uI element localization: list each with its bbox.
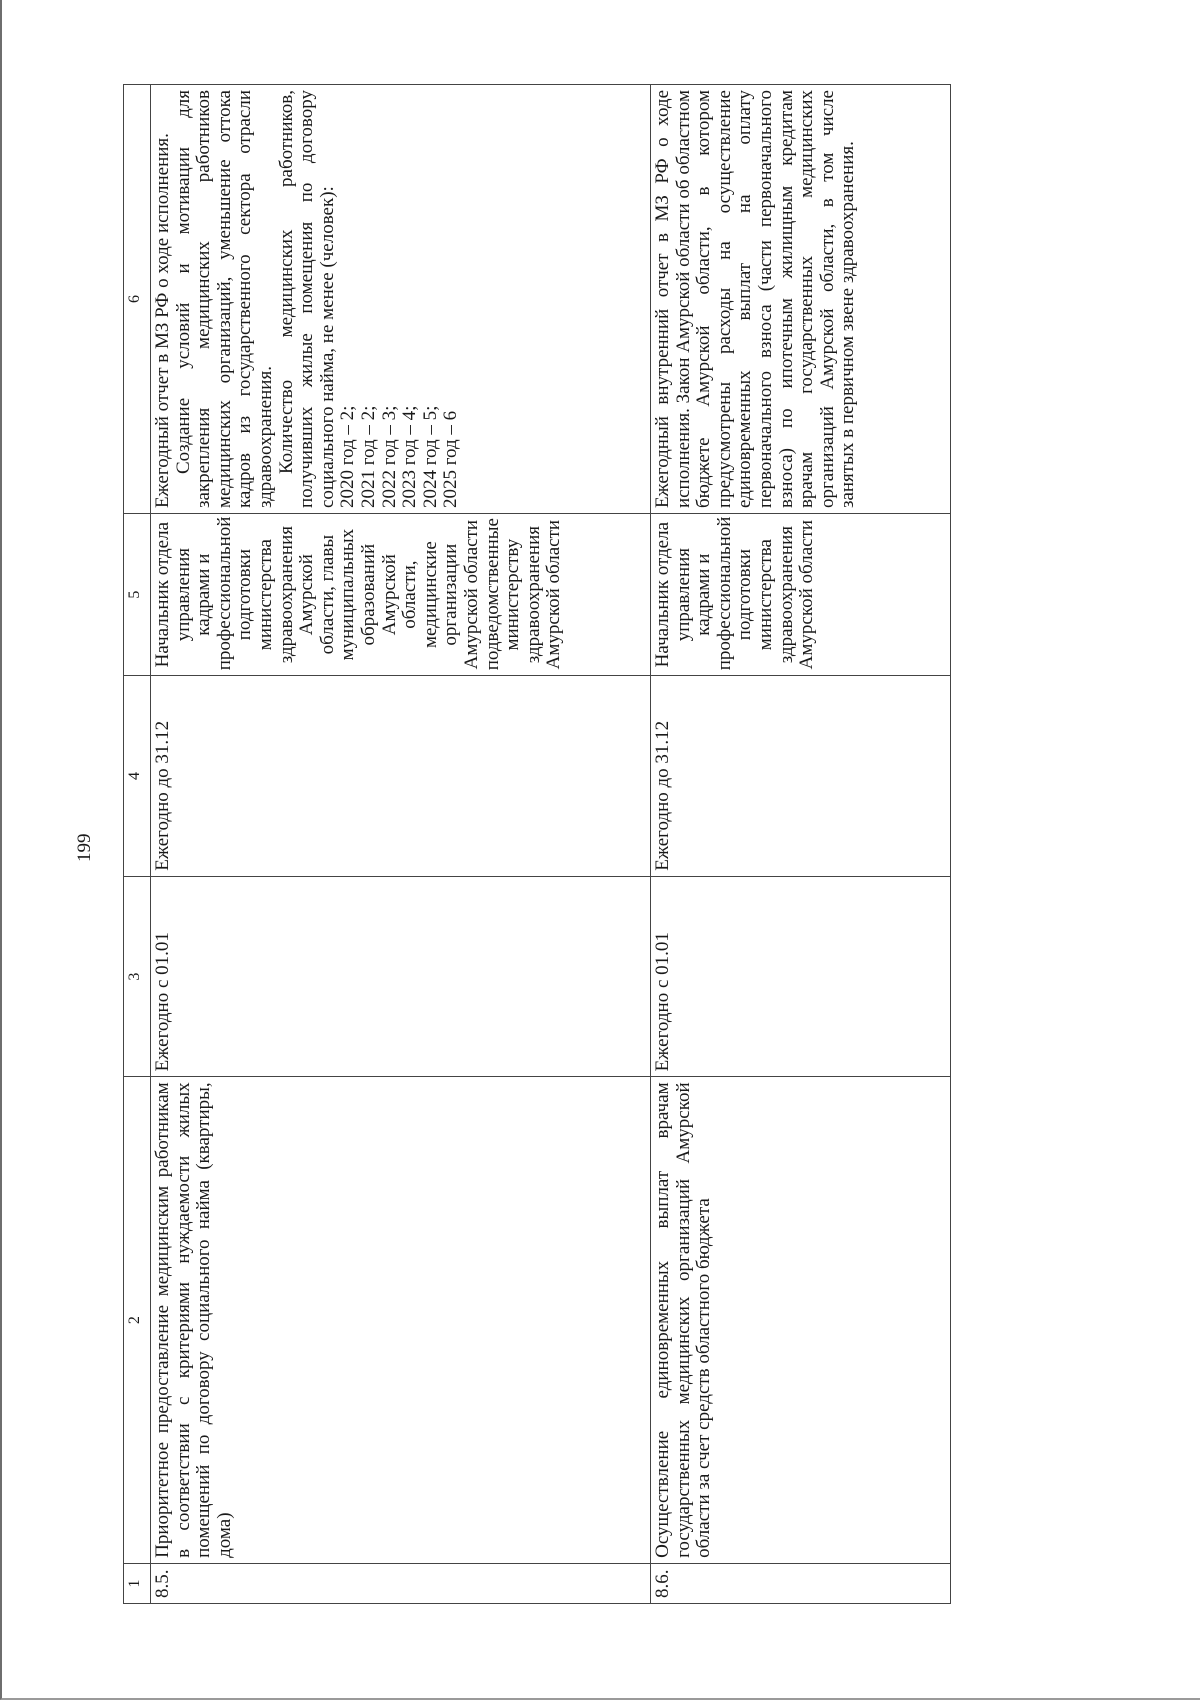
responsible-cell: Начальник отдела управления кадрами и профессиональной подготовки министерства здравоохранения Амурской области xyxy=(651,514,951,676)
start-date-cell: Ежегодно с 01.01 xyxy=(151,876,651,1077)
responsible-cell: Начальник отдела управления кадрами и профессиональной подготовки министерства здравоохранения Амурской области, главы муниципальных образований Амурской области, медицинские организации Амурской области подведомственные министерству здравоохранения Амурской области xyxy=(151,514,651,676)
result-list-item: 2020 год – 2; xyxy=(337,405,359,509)
column-number-5: 5 xyxy=(124,514,151,676)
column-number-1: 1 xyxy=(124,1563,151,1603)
result-paragraph: Ежегодный отчет в МЗ РФ о ходе исполнения. xyxy=(152,133,173,509)
result-paragraph: Количество медицинских работников, получивших жилые помещения по договору социального найма, не менее (человек): xyxy=(275,90,338,509)
column-number-6: 6 xyxy=(124,85,151,514)
result-paragraph: Создание условий и мотивации для закрепления медицинских работников медицинских организаций, уменьшение оттока кадров из государственного сектора отрасли здравоохранения. xyxy=(172,90,276,509)
end-date-cell: Ежегодно до 31.12 xyxy=(651,676,951,877)
rotated-table-container xyxy=(123,84,977,1604)
column-number-row xyxy=(124,85,151,1604)
table-row-8-6 xyxy=(651,85,951,1604)
end-date-cell: Ежегодно до 31.12 xyxy=(151,676,651,877)
result-cell xyxy=(151,85,651,514)
result-cell xyxy=(651,85,951,514)
column-number-4: 4 xyxy=(124,676,151,877)
start-date-cell: Ежегодно с 01.01 xyxy=(651,876,951,1077)
table-row-8-5 xyxy=(151,85,651,1604)
activity-cell: Приоритетное предоставление медицинским работникам в соответствии с критериями нуждаемости жилых помещений по договору социального найма (квартиры, дома) xyxy=(151,1077,651,1564)
result-list-item: 2023 год – 4; xyxy=(399,405,421,509)
activity-cell: Осуществление единовременных выплат врачам государственных медицинских организаций Амурской области за счет средств областного бюджета xyxy=(651,1077,951,1564)
result-list-item: 2022 год – 3; xyxy=(378,405,400,509)
row-number: 8.5. xyxy=(151,1563,651,1603)
result-list-item: 2024 год – 5; xyxy=(419,405,441,509)
result-paragraph: Ежегодный внутренний отчет в МЗ РФ о ходе исполнения. Закон Амурской области об областном бюджете Амурской области, в котором предусмотрены расходы на осуществление единовременных выплат на оплату первоначального взноса (части первоначального взноса) по ипотечным жилищным кредитам врачам государственных медицинских организаций Амурской области, в том числе занятых в первичном звене здравоохранения. xyxy=(652,90,859,509)
page-number: 199 xyxy=(74,833,95,862)
column-number-3: 3 xyxy=(124,876,151,1077)
result-list-item: 2021 год – 2; xyxy=(357,405,379,509)
column-number-2: 2 xyxy=(124,1077,151,1564)
result-list-item: 2025 год – 6 xyxy=(440,410,462,509)
plan-table xyxy=(123,84,951,1604)
row-number: 8.6. xyxy=(651,1563,951,1603)
